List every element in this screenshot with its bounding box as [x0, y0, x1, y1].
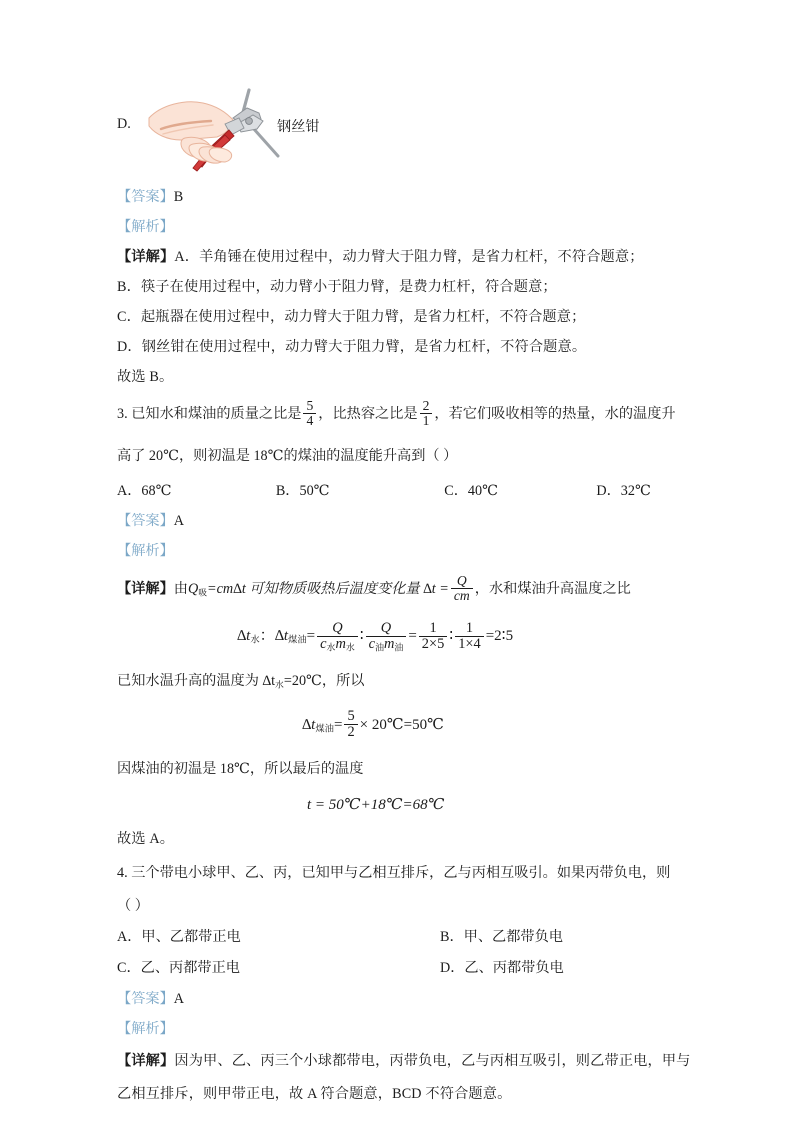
- q3-known-text-1: 已知水温升高的温度为 ∆t: [117, 673, 276, 690]
- q2-detail-text-1: A．羊角锤在使用过程中，动力臂大于阻力臂，是省力杠杆，不符合题意；: [174, 249, 644, 265]
- q3-detail-intro-3: ，水和煤油升高温度之比: [474, 581, 631, 597]
- q3-option-c[interactable]: C．40℃: [444, 483, 498, 499]
- q3-conclusion: 故选 A。: [117, 831, 175, 848]
- q3-number: 3.: [117, 406, 128, 422]
- detail-tag: 【详解】: [117, 1053, 175, 1070]
- eq-f4-den: 1×4: [455, 636, 484, 652]
- q3-stem-text-3: ，若它们吸收相等的热量，水的温度升: [434, 406, 676, 422]
- q3-equation-final: [117, 788, 683, 822]
- q2-answer-value: B: [173, 189, 184, 205]
- eq-f2-den: [366, 636, 407, 653]
- q4-answer-value: A: [173, 991, 185, 1008]
- eq-fraction-1-over-2x5: [419, 621, 448, 651]
- q3-symbol-Q: Q: [187, 581, 199, 597]
- q3-fraction-Q-over-cm: [451, 574, 473, 603]
- detail-tag: 【详解】: [117, 581, 174, 597]
- q3-option-a[interactable]: A．68℃: [117, 483, 172, 499]
- detail-tag: 【详解】: [117, 249, 175, 265]
- eq-equals-2: =: [408, 628, 417, 645]
- eq-dt-num: 5: [347, 708, 355, 725]
- eq-dt-tail: × 20℃=50℃: [359, 716, 444, 733]
- q4-stem-text-1: 三个带电小球甲、乙、丙，已知甲与乙相互排斥，乙与丙相互吸引。如果丙带负电，则: [131, 865, 671, 882]
- q3-known-tail-1: =20℃，所以: [283, 673, 365, 690]
- q3-answer-line: [117, 506, 683, 536]
- eq-f1-m: m: [335, 635, 346, 652]
- eq-lhs-dt-water: ∆t: [237, 628, 251, 645]
- wire-cutting-pliers-illustration: [141, 88, 285, 176]
- eq-dt-sub: 煤油: [315, 724, 334, 735]
- option-d-row: [117, 88, 683, 180]
- q3-detail-line-1: [117, 566, 683, 615]
- eq-f1-num: Q: [332, 620, 343, 637]
- q3-known-sub-1: 水: [275, 679, 284, 690]
- q3-detail-intro-1: 由: [173, 581, 188, 597]
- analysis-tag: 【解析】: [117, 543, 174, 559]
- q3-detail-intro-2: =cm∆t 可知物质吸热后温度变化量 ∆t =: [207, 581, 449, 597]
- q4-options-row-2: [117, 953, 683, 984]
- eq-result-ratio: =2∶5: [485, 628, 514, 645]
- q3-frac2-denominator: 1: [420, 413, 433, 428]
- q4-stem-line-1: [117, 856, 683, 890]
- eq-f3-den: 2×5: [419, 636, 448, 652]
- q3-analysis-line: [117, 536, 683, 566]
- analysis-tag: 【解析】: [117, 1021, 174, 1038]
- q2-detail-line-3: C．起瓶器在使用过程中，动力臂大于阻力臂，是省力杠杆，不符合题意；: [117, 309, 586, 325]
- eq-f2-c-sub: 油: [375, 642, 384, 653]
- q3-fraction-mass-ratio: [303, 399, 316, 428]
- eq-f1-m-sub: 水: [345, 642, 355, 653]
- eq-f1-c: c: [320, 635, 327, 652]
- q4-answer-line: [117, 984, 683, 1014]
- q4-detail-text-1: 因为甲、乙、丙三个小球都带电，丙带负电，乙与丙相互吸引，则乙带正电，甲与: [174, 1053, 691, 1070]
- eq-f3-num: 1: [429, 620, 437, 637]
- q3-stem-text-2: ，比热容之比是: [318, 406, 418, 422]
- q3-frac-Q-num: Q: [456, 573, 467, 589]
- q3-symbol-Q-subscript: 吸: [198, 587, 208, 598]
- q3-fraction-heatcap-ratio: [420, 399, 433, 428]
- q2-answer-line: [117, 182, 683, 212]
- eq-lhs-dt-water-sub: 水: [250, 636, 260, 647]
- eq-lhs-dt-kerosene: ∆t: [274, 628, 289, 645]
- q3-option-b[interactable]: B．50℃: [275, 483, 330, 499]
- eq-fraction-1-over-1x4: [455, 621, 484, 651]
- q4-options-row-1: [117, 922, 683, 953]
- eq-final-expr: t = 50℃+18℃=68℃: [307, 797, 445, 814]
- eq-ratio-colon-2: ∶: [449, 628, 454, 645]
- q4-detail-line-2: 乙相互排斥，则甲带正电，故 A 符合题意，BCD 不符合题意。: [117, 1086, 512, 1103]
- q3-option-d[interactable]: D．32℃: [596, 483, 651, 499]
- q4-stem-line-2: （ ）: [117, 898, 149, 915]
- q2-conclusion: 故选 B。: [117, 369, 174, 385]
- q3-frac-cm-den: cm: [451, 588, 473, 603]
- page-content: [117, 88, 691, 1110]
- eq-lhs-dt-kerosene-sub: 煤油: [288, 636, 307, 647]
- q2-detail-line-1: [117, 242, 683, 272]
- q3-known-line-2: 因煤油的初温是 18℃，所以最后的温度: [117, 761, 364, 778]
- option-d-letter: D.: [117, 116, 131, 132]
- eq-f1-den: [317, 636, 358, 653]
- analysis-tag: 【解析】: [117, 219, 174, 235]
- eq-f1-c-sub: 水: [326, 642, 336, 653]
- q4-option-c[interactable]: C．乙、丙都带正电: [117, 960, 240, 977]
- q3-stem-text-1: 已知水和煤油的质量之比是: [131, 406, 302, 422]
- option-d-label: 钢丝钳: [277, 119, 320, 135]
- q2-detail-line-4: D．钢丝钳在使用过程中，动力臂大于阻力臂，是省力杠杆，不符合题意。: [117, 339, 587, 355]
- q3-frac2-numerator: 2: [422, 398, 430, 414]
- q3-known-line-1: [117, 662, 683, 703]
- answer-tag: 【答案】: [117, 991, 174, 1008]
- q2-analysis-line: [117, 212, 683, 242]
- eq-f2-c: c: [368, 635, 376, 652]
- answer-tag: 【答案】: [117, 189, 174, 205]
- q3-equation-delta-t: [117, 704, 683, 751]
- hand-shape: [149, 102, 234, 140]
- q3-answer-value: A: [173, 513, 185, 529]
- eq-f2-m-sub: 油: [394, 642, 404, 653]
- eq-f4-num: 1: [465, 620, 474, 637]
- q3-stem-line-2: 高了 20℃，则初温是 18℃的煤油的温度能升高到（ ）: [117, 448, 458, 464]
- eq-dt-equals: =: [333, 716, 343, 733]
- eq-dt-sym: ∆t: [302, 716, 316, 733]
- q3-stem-line-1: [117, 392, 683, 436]
- q4-option-b[interactable]: B．甲、乙都带负电: [440, 929, 563, 946]
- answer-tag: 【答案】: [117, 513, 174, 529]
- eq-dt-den: 2: [344, 724, 357, 740]
- q4-detail-line-1: [117, 1044, 691, 1078]
- q4-option-a[interactable]: A．甲、乙都带正电: [117, 929, 241, 946]
- q3-frac1-numerator: 5: [306, 398, 314, 414]
- q4-analysis-line: [117, 1014, 683, 1044]
- eq-fraction-kerosene: [366, 621, 407, 652]
- eq-f2-m: m: [383, 635, 395, 652]
- eq-fraction-water: [317, 621, 358, 652]
- q3-equation-ratio: [117, 615, 683, 662]
- eq-fraction-5-over-2: [344, 709, 357, 739]
- eq-equals-1: =: [306, 628, 316, 645]
- q3-options-row: [117, 476, 683, 506]
- eq-f2-num: Q: [380, 620, 392, 637]
- eq-ratio-colon-1: ∶: [359, 628, 364, 645]
- q3-frac1-denominator: 4: [303, 413, 316, 428]
- q2-detail-line-2: B．筷子在使用过程中，动力臂小于阻力臂，是费力杠杆，符合题意；: [117, 279, 557, 295]
- q4-option-d[interactable]: D．乙、丙都带负电: [440, 960, 564, 977]
- q4-number: 4.: [117, 865, 128, 882]
- eq-colon-1: ：: [259, 628, 275, 645]
